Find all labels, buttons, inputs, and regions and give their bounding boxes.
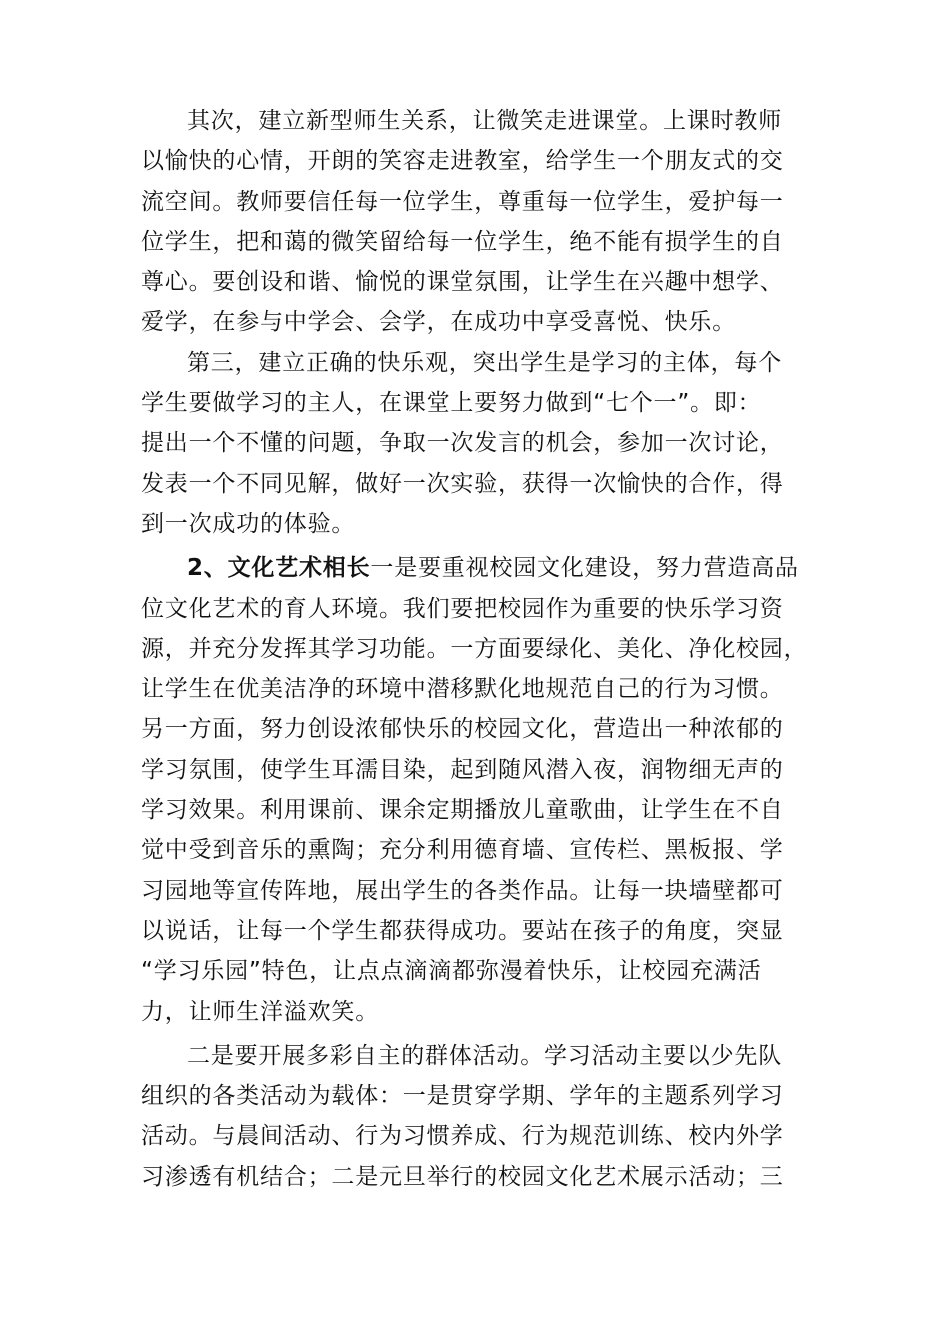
paragraph-line: 第三，建立正确的快乐观，突出学生是学习的主体，每个 — [187, 349, 782, 376]
paragraph-line: 爱学，在参与中学会、会学，在成功中享受喜悦、快乐。 — [141, 309, 736, 336]
paragraph-line: 学生要做学习的主人，在课堂上要努力做到“七个一”。即： — [141, 390, 762, 417]
paragraph-line: 学习效果。利用课前、课余定期播放儿童歌曲，让学生在不自 — [141, 797, 784, 824]
paragraph-line: 学习氛围，使学生耳濡目染，起到随风潜入夜，润物细无声的 — [141, 756, 784, 783]
document-body — [141, 101, 831, 1197]
paragraph-line: 另一方面，努力创设浓郁快乐的校园文化，营造出一种浓郁的 — [141, 716, 784, 743]
paragraph-line: 位学生，把和蔼的微笑留给每一位学生，绝不能有损学生的自 — [141, 228, 784, 255]
paragraph-line: 以说话，让每一个学生都获得成功。要站在孩子的角度，突显 — [141, 917, 784, 944]
paragraph-line: 源，并充分发挥其学习功能。一方面要绿化、美化、净化校园， — [141, 635, 808, 662]
paragraph-line: 发表一个不同见解，做好一次实验，获得一次愉快的合作，得 — [141, 470, 784, 497]
paragraph-line: 习园地等宣传阵地，展出学生的各类作品。让每一块墙壁都可 — [141, 877, 784, 904]
paragraph-line: 到一次成功的体验。 — [141, 510, 356, 537]
paragraph-1 — [141, 101, 831, 343]
paragraph-line: 让学生在优美洁净的环境中潜移默化地规范自己的行为习惯。 — [141, 676, 784, 703]
paragraph-line — [141, 548, 831, 588]
paragraph-line: 流空间。教师要信任每一位学生，尊重每一位学生，爱护每一 — [141, 188, 784, 215]
paragraph-2 — [141, 343, 831, 544]
paragraph-line: “学习乐园”特色，让点点滴滴都弥漫着快乐，让校园充满活 — [141, 958, 762, 985]
paragraph-line: 其次，建立新型师生关系，让微笑走进课堂。上课时教师 — [187, 108, 782, 134]
heading-line-rest: 一是要重视校园文化建设，努力营造高品 — [370, 555, 799, 582]
paragraph-4 — [141, 1036, 831, 1197]
section-heading: 2、文化艺术相长 — [187, 555, 371, 582]
paragraph-line: 以愉快的心情，开朗的笑容走进教室，给学生一个朋友式的交 — [141, 148, 784, 175]
paragraph-3 — [141, 548, 831, 1032]
paragraph-line: 提出一个不懂的问题，争取一次发言的机会，参加一次讨论， — [141, 430, 784, 457]
paragraph-line: 位文化艺术的育人环境。我们要把校园作为重要的快乐学习资 — [141, 595, 784, 622]
paragraph-line: 觉中受到音乐的熏陶；充分利用德育墙、宣传栏、黑板报、学 — [141, 837, 784, 864]
paragraph-line: 组织的各类活动为载体：一是贯穿学期、学年的主题系列学习 — [141, 1083, 784, 1110]
paragraph-line: 习渗透有机结合；二是元旦举行的校园文化艺术展示活动；三 — [141, 1163, 784, 1190]
paragraph-line: 力，让师生洋溢欢笑。 — [141, 998, 379, 1025]
paragraph-line: 活动。与晨间活动、行为习惯养成、行为规范训练、校内外学 — [141, 1123, 784, 1150]
paragraph-line: 尊心。要创设和谐、愉悦的课堂氛围，让学生在兴趣中想学、 — [141, 269, 784, 296]
paragraph-line: 二是要开展多彩自主的群体活动。学习活动主要以少先队 — [187, 1042, 782, 1069]
